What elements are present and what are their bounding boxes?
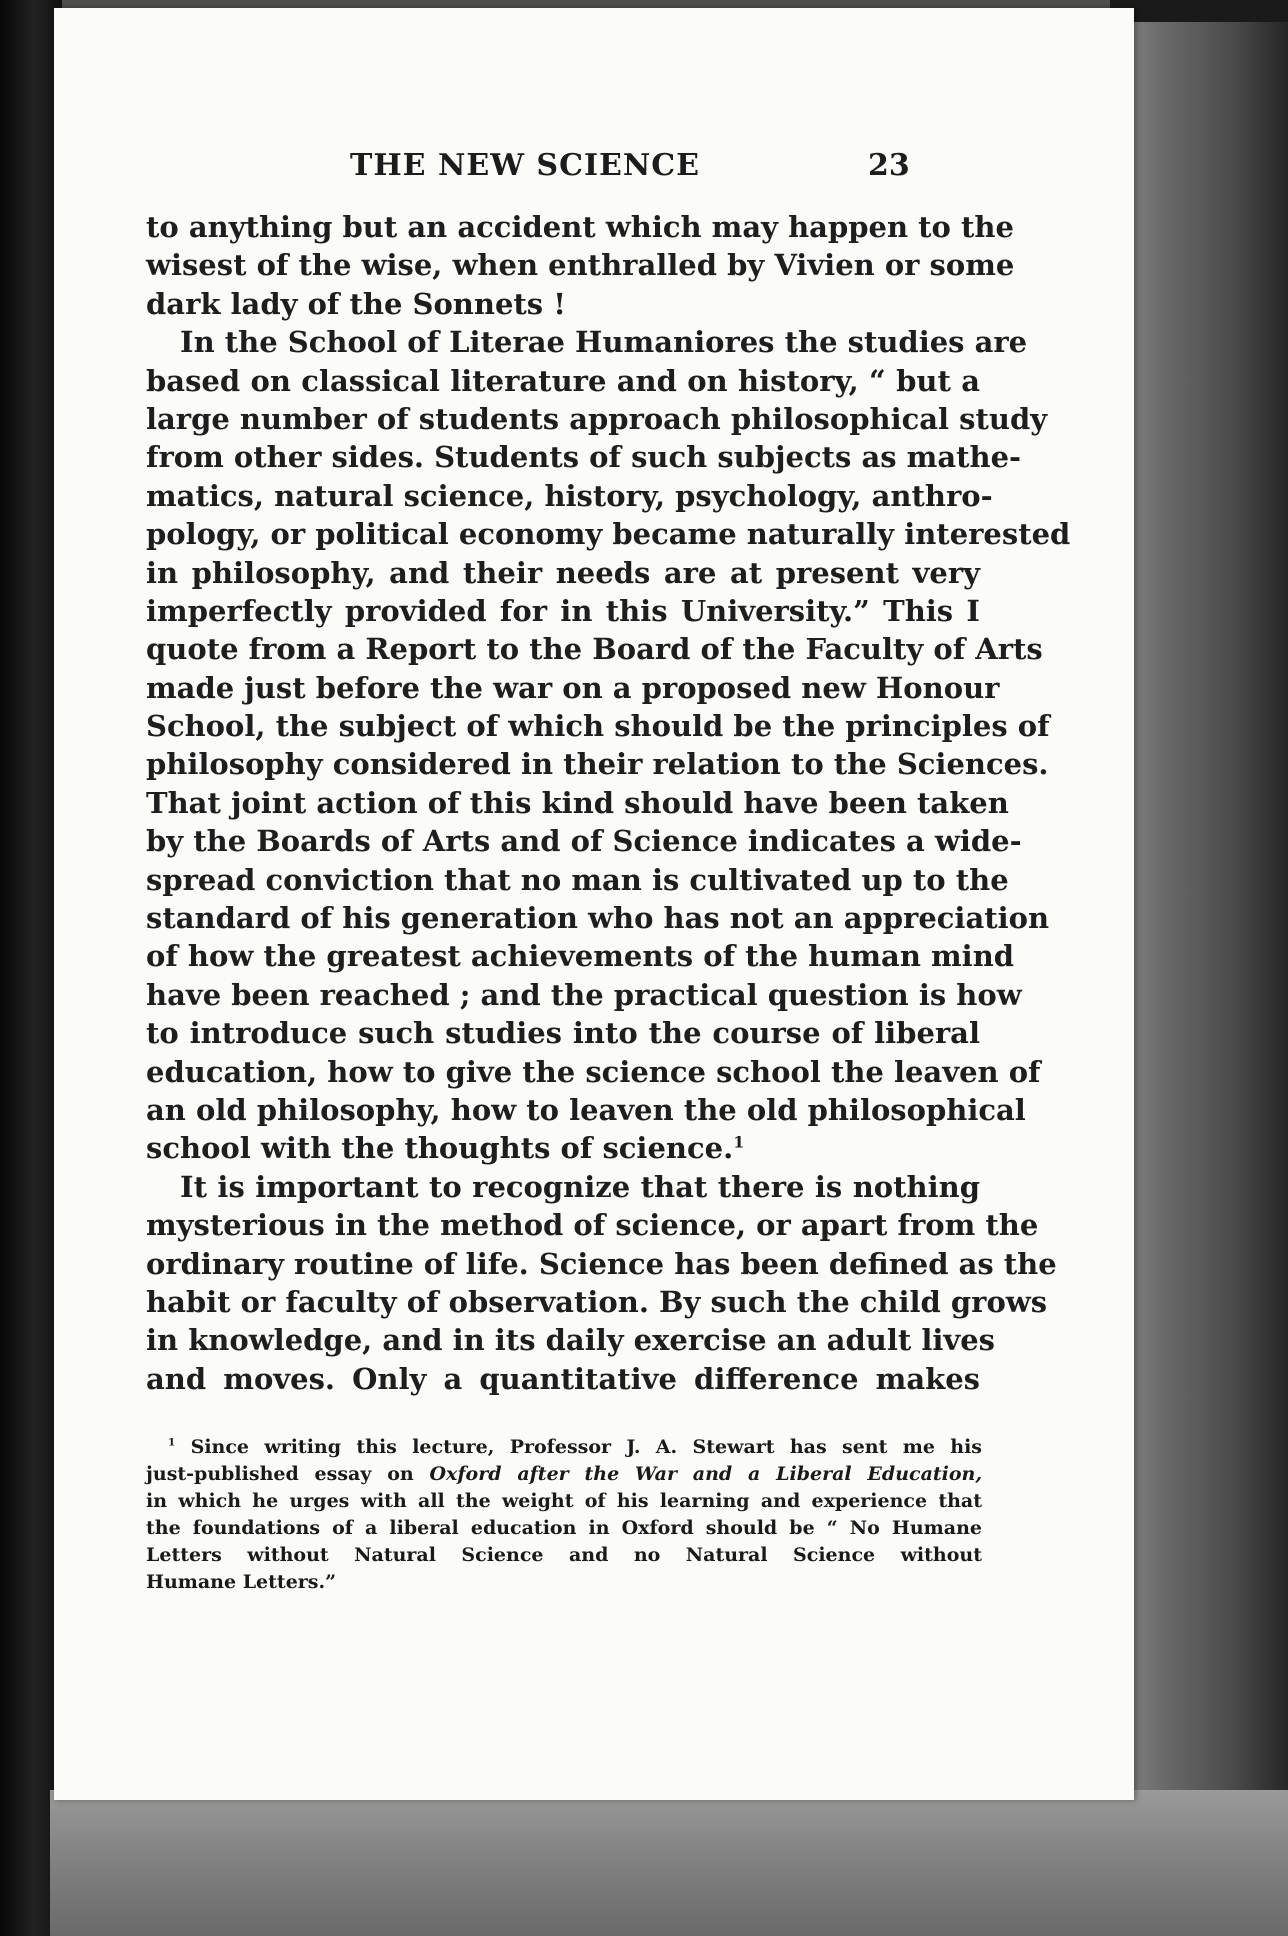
body-text: [146, 208, 1071, 1398]
text-line: have been reached ; and the practical question is how: [146, 977, 1022, 1012]
running-head: [54, 148, 1134, 192]
footnote: [146, 1434, 982, 1596]
running-title: THE NEW SCIENCE: [350, 148, 701, 183]
text-line: made just before the war on a proposed new Honour: [146, 670, 1000, 705]
footnote-line: in which he urges with all the weight of his learning and experience that: [146, 1490, 982, 1512]
footnote-line: [146, 1461, 982, 1488]
footnote-text: just-published essay on: [146, 1463, 414, 1485]
text-line: That joint action of this kind should have been taken: [146, 785, 1009, 820]
text-line: standard of his generation who has not an appreciation: [146, 901, 1050, 936]
book-binding: [0, 0, 62, 1936]
text-line: dark lady of the Sonnets !: [146, 286, 566, 321]
footnote-line: Humane Letters.”: [146, 1571, 337, 1593]
footnote-line: Letters without Natural Science and no Natural Science without: [146, 1544, 982, 1566]
text-line: It is important to recognize that there is nothing: [180, 1169, 980, 1204]
text-line: by the Boards of Arts and of Science indicates a wide-: [146, 824, 1022, 859]
text-line: quote from a Report to the Board of the Faculty of Arts: [146, 632, 1043, 667]
text-line: large number of students approach philosophical study: [146, 401, 1048, 436]
text-line: School, the subject of which should be the principles of: [146, 709, 1050, 744]
text-line: school with the thoughts of science.: [146, 1131, 734, 1166]
text-line: of how the greatest achievements of the human mind: [146, 939, 1015, 974]
page-number: 23: [868, 148, 910, 183]
footnote-book-title: Oxford after the War and a Liberal Education,: [429, 1463, 982, 1485]
book-page: [54, 8, 1134, 1800]
text-line: philosophy considered in their relation to the Sciences.: [146, 747, 1049, 782]
text-line: to introduce such studies into the course of liberal: [146, 1016, 980, 1051]
footnote-line: the foundations of a liberal education in Oxford should be “ No Humane: [146, 1517, 982, 1539]
text-line: pology, or political economy became naturally interested: [146, 517, 1071, 552]
text-line: spread conviction that no man is cultivated up to the: [146, 862, 1009, 897]
text-line: from other sides. Students of such subjects as mathe-: [146, 440, 1022, 475]
text-line: ordinary routine of life. Science has been defined as the: [146, 1246, 1057, 1281]
text-line: imperfectly provided for in this University.” This I: [146, 593, 980, 628]
text-line: an old philosophy, how to leaven the old philosophical: [146, 1092, 1026, 1127]
page-stack-bottom-edge: [50, 1790, 1288, 1936]
text-line: wisest of the wise, when enthralled by Vivien or some: [146, 248, 1015, 283]
text-line: based on classical literature and on history, “ but a: [146, 363, 980, 398]
text-line: habit or faculty of observation. By such the child grows: [146, 1284, 1048, 1319]
footnote-number: 1: [168, 1436, 176, 1449]
text-line: and moves. Only a quantitative difference makes: [146, 1361, 980, 1396]
footnote-text: Since writing this lecture, Professor J. A. Stewart has sent me his: [190, 1436, 982, 1458]
text-line: in knowledge, and in its daily exercise an adult lives: [146, 1323, 995, 1358]
text-line: mysterious in the method of science, or apart from the: [146, 1208, 1039, 1243]
footnote-reference: 1: [733, 1132, 745, 1152]
scan-top-strip: [1110, 0, 1288, 22]
text-line: matics, natural science, history, psychology, anthro-: [146, 478, 993, 513]
text-line-with-footnote-ref: [146, 1129, 980, 1167]
text-line: education, how to give the science school the leaven of: [146, 1054, 1041, 1089]
footnote-line: [146, 1434, 982, 1461]
text-line: In the School of Literae Humaniores the studies are: [180, 325, 1028, 360]
text-line: to anything but an accident which may happen to the: [146, 210, 1014, 244]
text-line: in philosophy, and their needs are at present very: [146, 555, 980, 590]
page-stack-right-edge: [1110, 0, 1288, 1936]
